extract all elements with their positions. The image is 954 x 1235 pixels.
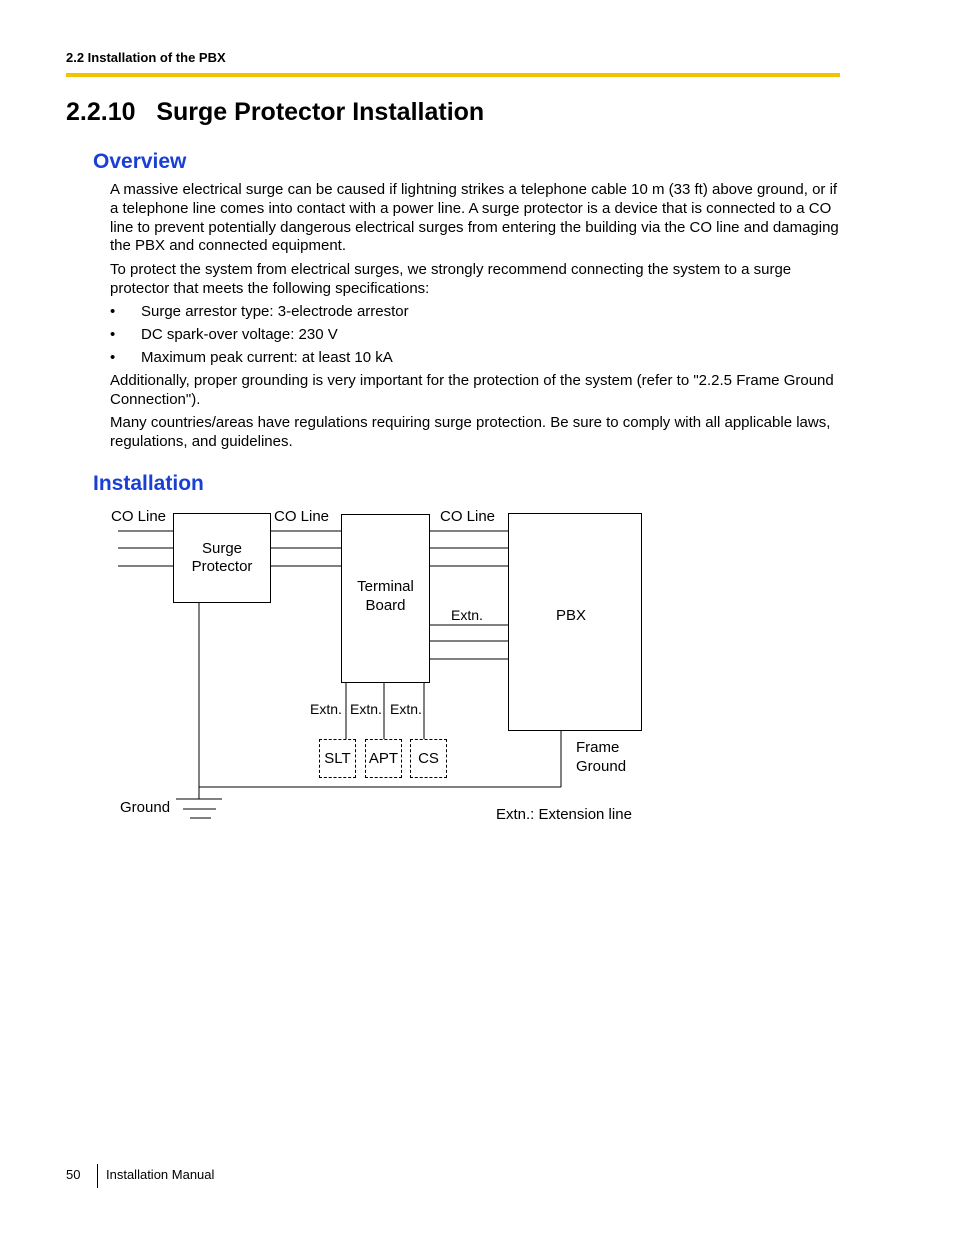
pbx-label: PBX — [556, 607, 587, 624]
extension-label: Extn. — [451, 607, 483, 623]
terminal-board-label: Board — [365, 597, 406, 614]
bullet-icon: • — [110, 303, 116, 320]
footer-divider — [97, 1164, 98, 1188]
section-title: 2.2.10 Surge Protector Installation — [66, 98, 485, 126]
frame-ground-label: Ground — [576, 758, 627, 775]
spec-item-text: Surge arrestor type: 3-electrode arrestor — [141, 303, 409, 320]
ground-label: Ground — [120, 799, 171, 816]
surge-protector-label: Protector — [191, 558, 253, 575]
terminal-board-label: Terminal — [357, 578, 414, 595]
cs-device: CS — [410, 739, 447, 778]
overview-paragraph-3: Additionally, proper grounding is very important for the protection of the system (refer to "2.2.5 Frame Ground Connection"). — [110, 372, 834, 408]
extension-label: Extn. — [390, 701, 422, 717]
ground-symbol-icon — [176, 799, 222, 818]
bullet-icon: • — [110, 326, 116, 343]
installation-heading: Installation — [93, 472, 204, 495]
overview-paragraph-1: A massive electrical surge can be caused if lightning strikes a telephone cable 10 m (33 ft) above ground, or if a telephone line comes into contact with a power line. A surge protector is a device that is connected to a CO line to prevent potentially dangerous electrical surges from entering the building via the CO line and damaging the PBX and connected equipment. — [110, 181, 839, 255]
extension-label: Extn. — [350, 701, 382, 717]
apt-device: APT — [365, 739, 402, 778]
manual-title: Installation Manual — [106, 1167, 215, 1182]
spec-item-text: Maximum peak current: at least 10 kA — [141, 349, 393, 366]
extension-label: Extn. — [310, 701, 342, 717]
running-header: 2.2 Installation of the PBX — [66, 50, 226, 65]
overview-paragraph-2: To protect the system from electrical surges, we strongly recommend connecting the system to a surge protector that meets the following specifications: — [110, 261, 792, 297]
co-line-label: CO Line — [440, 508, 496, 525]
co-line-label: CO Line — [111, 508, 167, 525]
page-number: 50 — [66, 1167, 81, 1182]
surge-protector-label: Surge — [201, 540, 243, 557]
slt-device: SLT — [319, 739, 356, 778]
overview-heading: Overview — [93, 150, 187, 173]
diagram-legend: Extn.: Extension line — [496, 806, 632, 823]
bullet-icon: • — [110, 349, 116, 366]
overview-paragraph-4: Many countries/areas have regulations requiring surge protection. Be sure to comply with all applicable laws, regulations, and guidelines. — [110, 414, 831, 450]
co-line-label: CO Line — [274, 508, 330, 525]
frame-ground-label: Frame — [576, 739, 620, 756]
spec-item-text: DC spark-over voltage: 230 V — [141, 326, 338, 343]
